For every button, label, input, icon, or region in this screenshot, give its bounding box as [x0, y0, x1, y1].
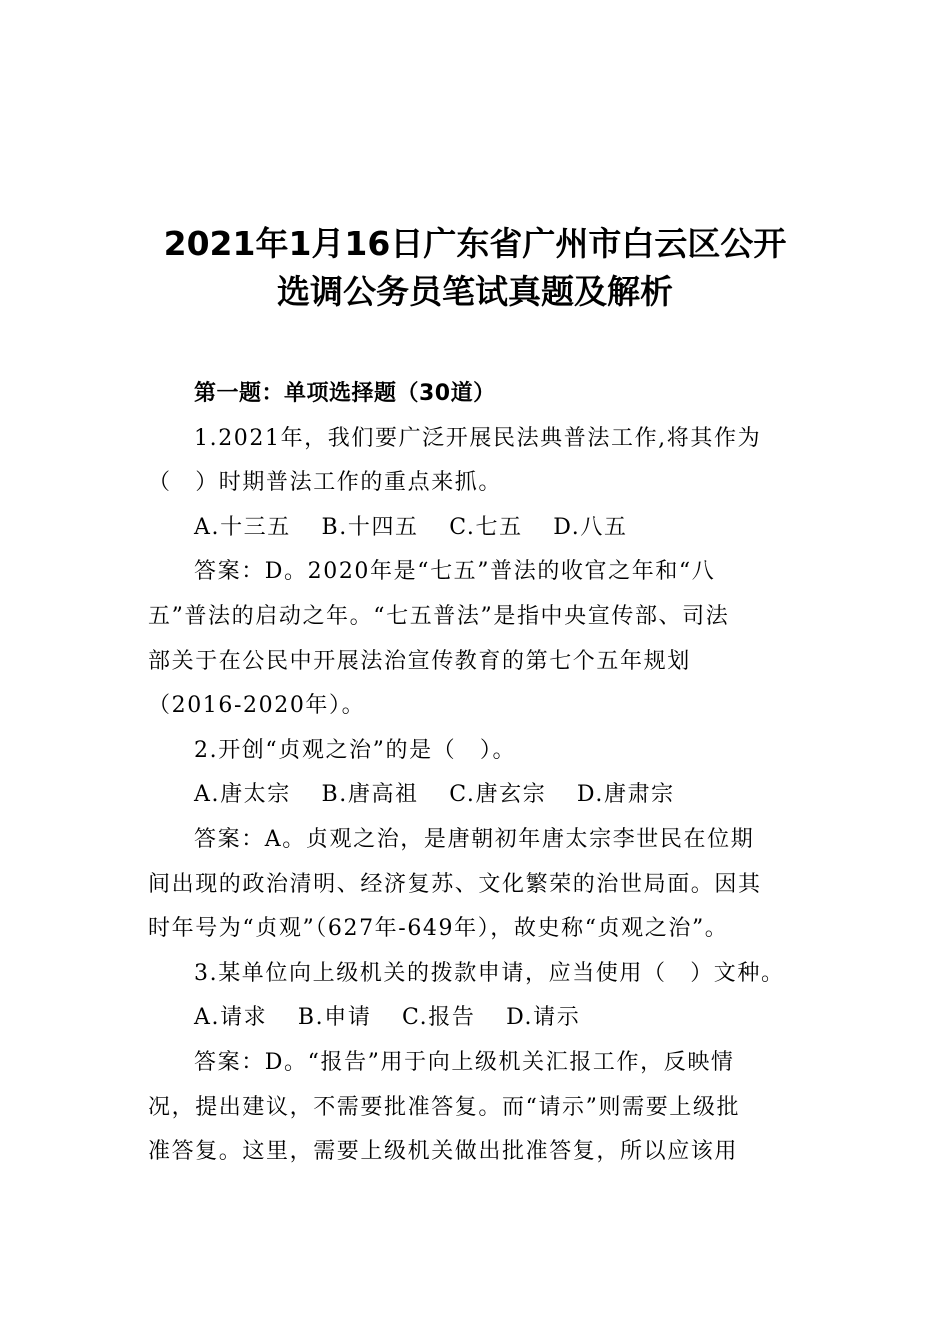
option-d: D.八五	[553, 514, 628, 540]
option-c: C.唐玄宗	[449, 782, 547, 808]
question-2	[148, 729, 810, 952]
question-options	[148, 506, 810, 551]
answer-line: 答案：D。“报告”用于向上级机关汇报工作，反映情	[194, 1049, 735, 1075]
option-c: C.七五	[449, 514, 523, 540]
title-line-2: 选调公务员笔试真题及解析	[277, 272, 673, 311]
question-3	[148, 952, 810, 1175]
option-b: B.十四五	[321, 514, 419, 540]
section-heading: 第一题：单项选择题（30道）	[194, 381, 496, 406]
option-a: A.唐太宗	[194, 782, 291, 808]
answer-line: （2016-2020年）。	[148, 693, 366, 719]
option-d: D.请示	[506, 1005, 581, 1031]
question-options	[148, 996, 810, 1041]
question-stem-line: 1.2021年，我们要广泛开展民法典普法工作,将其作为	[194, 425, 762, 451]
answer-line: 时年号为“贞观”（627年-649年），故史称“贞观之治”。	[148, 916, 729, 942]
document-body	[148, 372, 810, 1175]
question-stem-line: 3.某单位向上级机关的拨款申请，应当使用（ ）文种。	[194, 960, 785, 986]
answer-line: 况，提出建议，不需要批准答复。而“请示”则需要上级批	[148, 1094, 741, 1120]
option-b: B.申请	[297, 1005, 372, 1031]
answer-line: 答案：D。2020年是“七五”普法的收官之年和“八	[194, 559, 716, 585]
answer-line: 间出现的政治清明、经济复苏、文化繁荣的治世局面。因其	[148, 871, 762, 897]
option-a: A.十三五	[194, 514, 291, 540]
question-1	[148, 417, 810, 729]
option-c: C.报告	[402, 1005, 476, 1031]
question-stem-line: （ ）时期普法工作的重点来抓。	[148, 470, 503, 496]
answer-line: 答案：A。贞观之治，是唐朝初年唐太宗李世民在位期	[194, 826, 755, 852]
question-options	[148, 773, 810, 818]
option-a: A.请求	[194, 1005, 268, 1031]
option-b: B.唐高祖	[321, 782, 419, 808]
document-title	[120, 220, 830, 316]
question-stem-line: 2.开创“贞观之治”的是（ ）。	[194, 737, 517, 763]
option-d: D.唐肃宗	[576, 782, 675, 808]
title-line-1: 2021年1月16日广东省广州市白云区公开	[163, 224, 787, 263]
answer-line: 部关于在公民中开展法治宣传教育的第七个五年规划	[148, 648, 691, 674]
answer-line: 五”普法的启动之年。“七五普法”是指中央宣传部、司法	[148, 603, 730, 629]
answer-line: 准答复。这里，需要上级机关做出批准答复，所以应该用	[148, 1139, 739, 1165]
